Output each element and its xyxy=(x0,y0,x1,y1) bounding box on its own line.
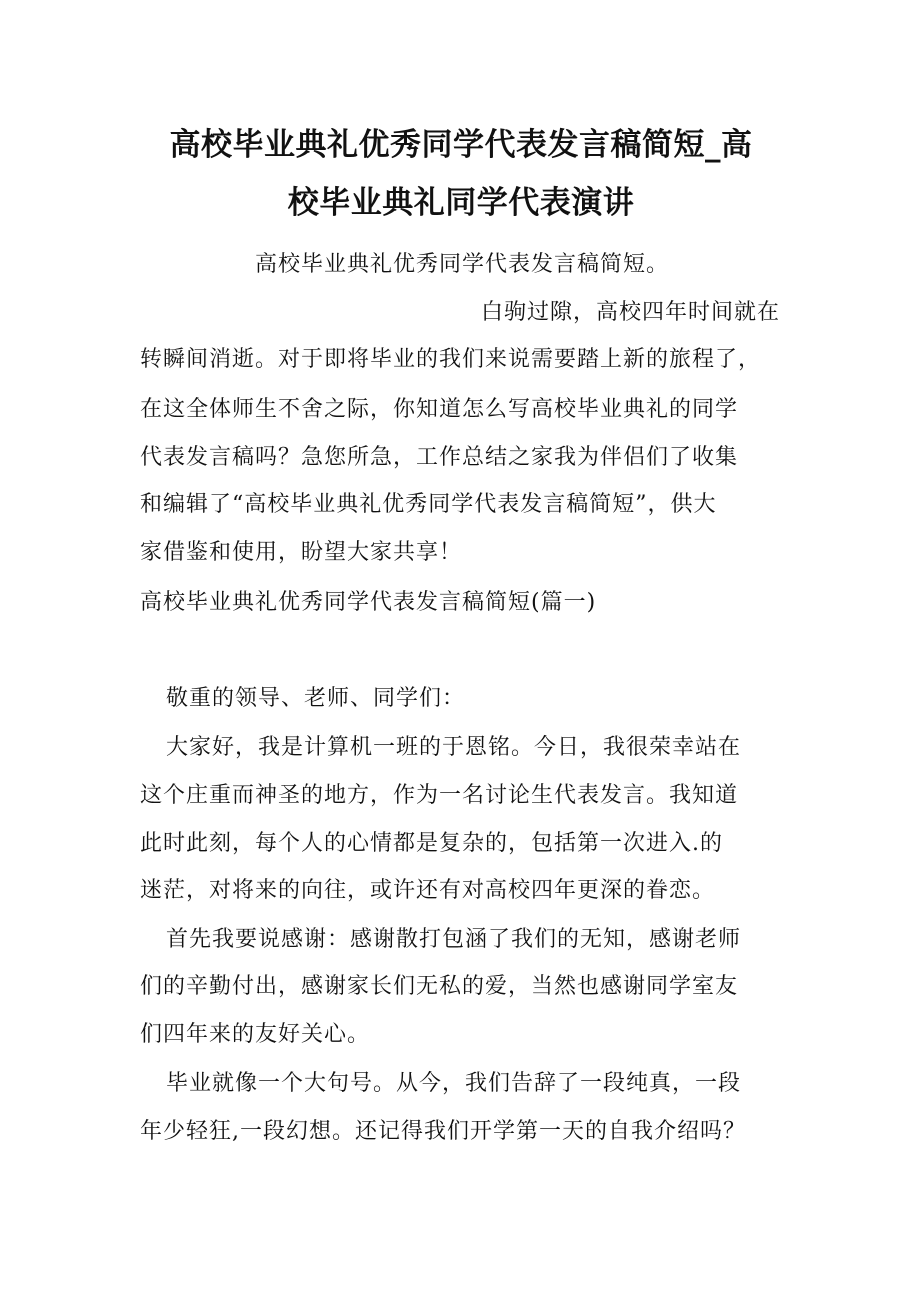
body-line: 这个庄重而神圣的地方，作为一名讨论生代表发言。我知道 xyxy=(140,783,739,808)
intro-line: 白驹过隙，高校四年时间就在 xyxy=(480,300,780,325)
intro-line: 在这全体师生不舍之际，你知道怎么写高校毕业典礼的同学 xyxy=(140,397,739,422)
intro-line: 转瞬间消逝。对于即将毕业的我们来说需要踏上新的旅程了， xyxy=(140,347,762,372)
section-heading: 高校毕业典礼优秀同学代表发言稿简短(篇一) xyxy=(140,590,597,615)
body-line: 迷茫，对将来的向往，或许还有对高校四年更深的眷恋。 xyxy=(140,878,716,903)
title-line-1: 高校毕业典礼优秀同学代表发言稿简短_高 xyxy=(169,127,753,163)
body-line: 首先我要说感谢：感谢散打包涵了我们的无知，感谢老师 xyxy=(166,927,742,952)
body-line: 们四年来的友好关心。 xyxy=(140,1022,371,1047)
intro-line: 和编辑了“高校毕业典礼优秀同学代表发言稿简短”，供大 xyxy=(140,492,717,517)
body-line: 毕业就像一个大句号。从今，我们告辞了一段纯真，一段 xyxy=(166,1071,742,1096)
subtitle: 高校毕业典礼优秀同学代表发言稿简短。 xyxy=(254,252,669,277)
intro-line: 代表发言稿吗？急您所急，工作总结之家我为伴侣们了收集 xyxy=(140,445,739,470)
body-line: 们的辛勤付出，感谢家长们无私的爱，当然也感谢同学室友 xyxy=(140,974,739,999)
document-title xyxy=(138,116,784,232)
greeting: 敬重的领导、老师、同学们： xyxy=(166,686,466,711)
title-line-2: 校毕业典礼同学代表演讲 xyxy=(287,185,635,221)
body-line: 大家好，我是计算机一班的于恩铭。今日，我很荣幸站在 xyxy=(166,735,742,760)
body-line: 此时此刻，每个人的心情都是复杂的，包括第一次进入.的 xyxy=(140,831,723,856)
body-line: 年少轻狂,一段幻想。还记得我们开学第一天的自我介绍吗？ xyxy=(140,1119,746,1144)
intro-line: 家借鉴和使用，盼望大家共享！ xyxy=(140,540,463,565)
